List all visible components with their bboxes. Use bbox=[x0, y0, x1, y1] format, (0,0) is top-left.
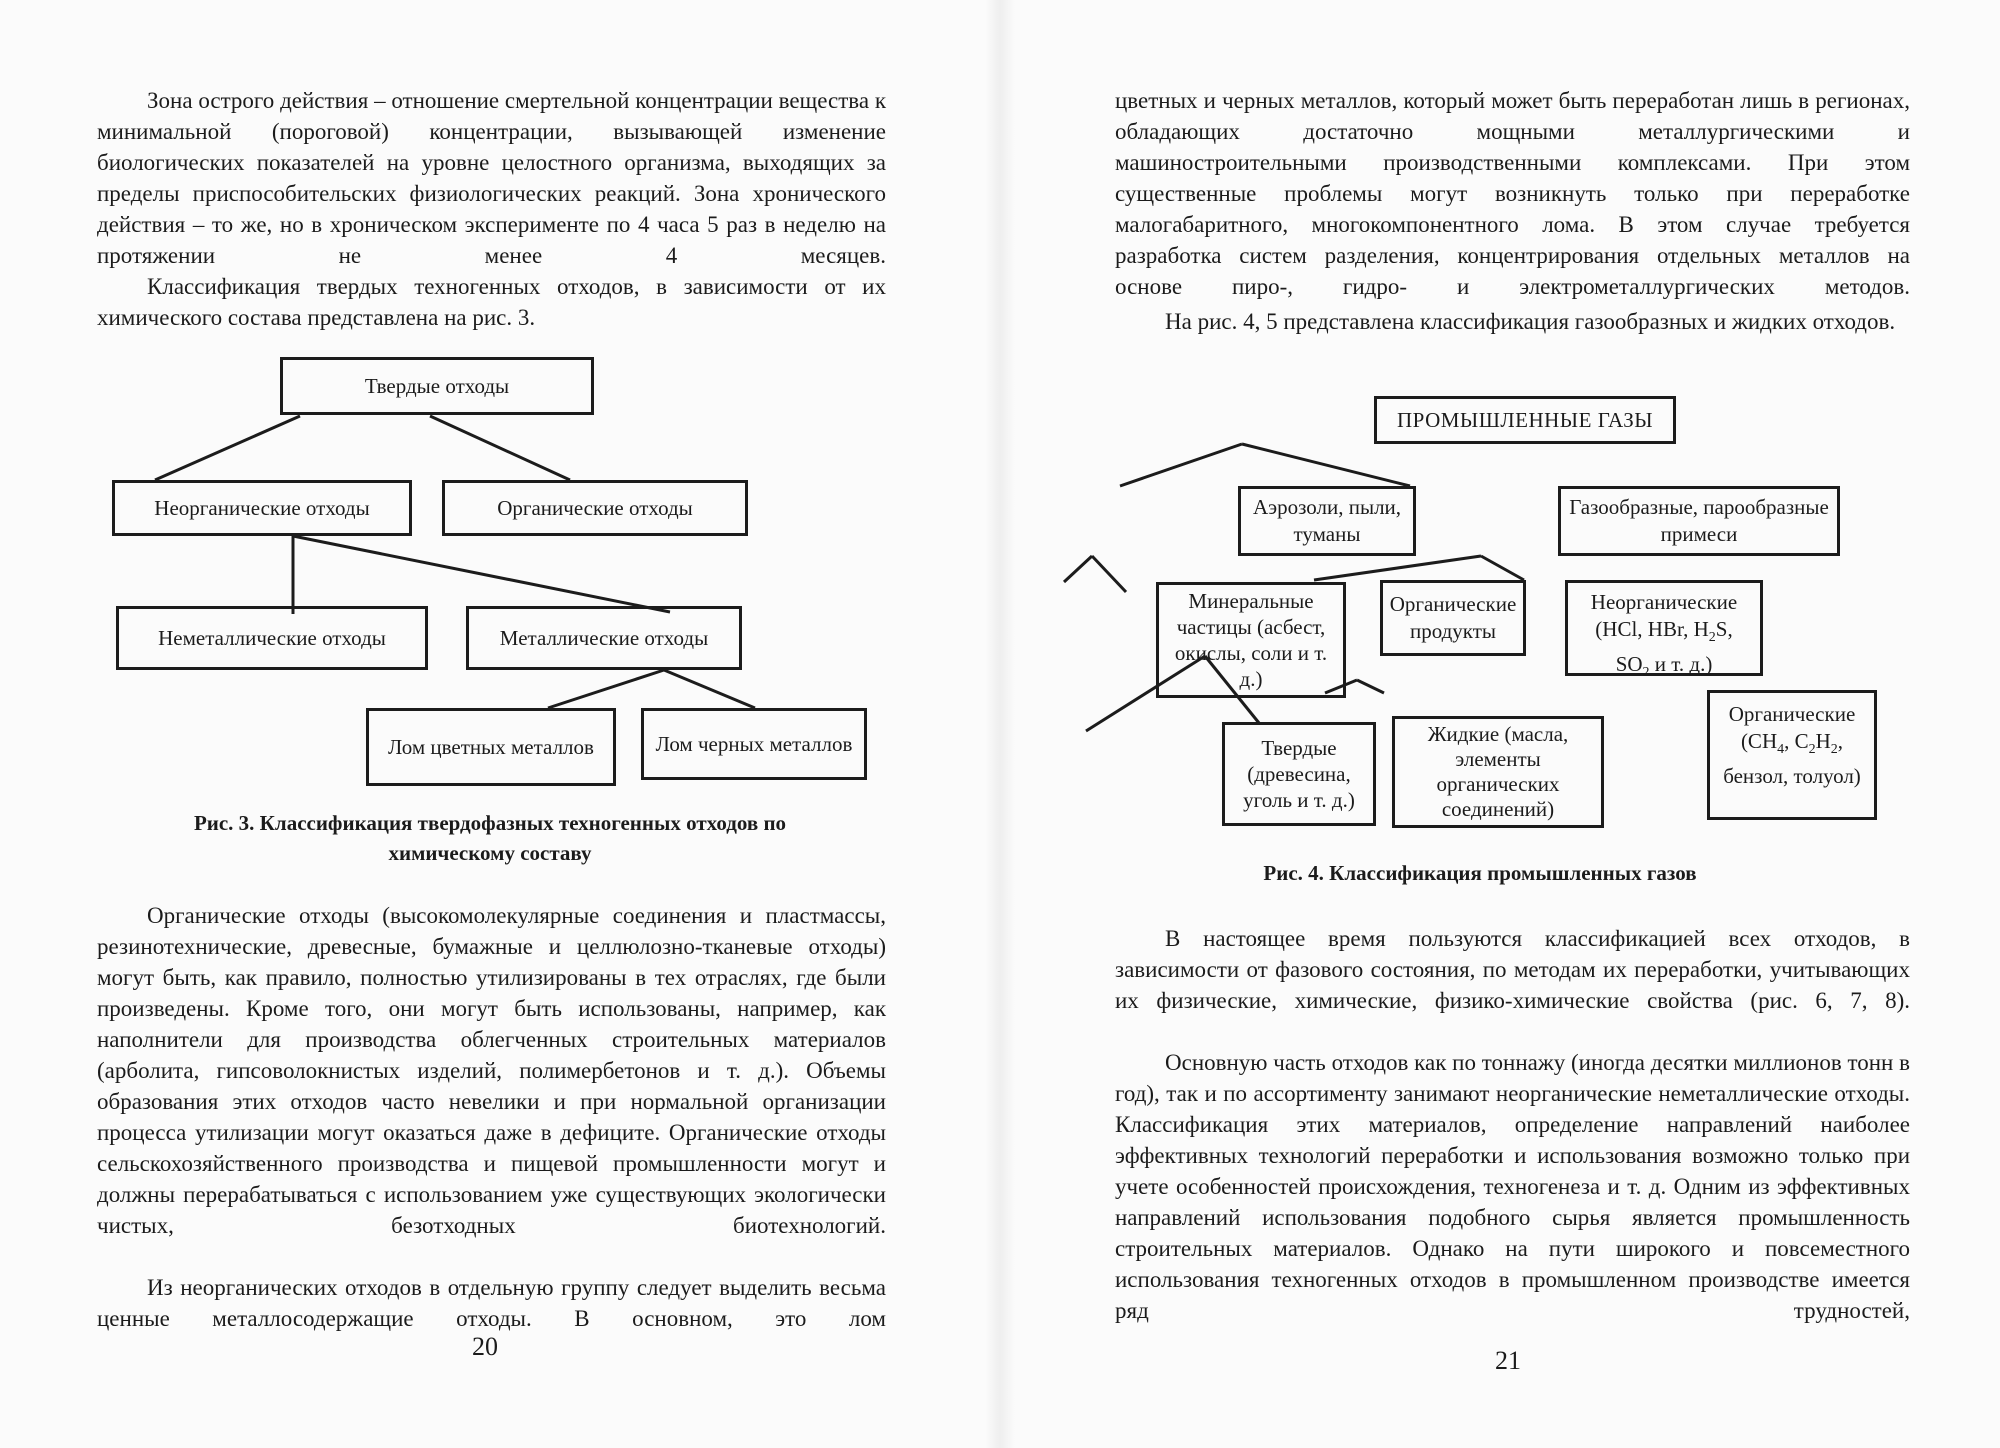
box-nonmetal-waste: Неметаллические отходы bbox=[116, 606, 428, 670]
organic-gases-label: Органические bbox=[1728, 702, 1856, 726]
box-liquid-products: Жидкие (масла, элементы органических соединений) bbox=[1392, 716, 1604, 828]
box-nonferrous-scrap: Лом цветных металлов bbox=[366, 708, 616, 786]
inorganic-gases-formula-line1: (HCl, HBr, $H_2S$, bbox=[1595, 617, 1733, 646]
box-organic-gases bbox=[1707, 690, 1877, 820]
organic-gases-formula: ($CH_4$, $C_2H_2$, bbox=[1740, 729, 1844, 758]
box-solid-products: Твердые (древесина, уголь и т. д.) bbox=[1222, 722, 1376, 826]
paragraph-classification: В настоящее время пользуются классификацией всех отходов, в зависимости от фазового состояния, по методам их переработки, учитывающих их физические, химические, физико-химические свойства (рис. 6, 7, 8). bbox=[1115, 926, 1910, 1013]
box-organic-products: Органические продукты bbox=[1380, 580, 1526, 656]
paragraph-metal-waste: Из неорганических отходов в отдельную группу следует выделить весьма ценные металлосодержащие отходы. В основном, это лом bbox=[97, 1275, 886, 1331]
inorganic-gases-label: Неорганические bbox=[1590, 590, 1738, 614]
box-solid-waste: Твердые отходы bbox=[280, 357, 594, 415]
figure-4-caption: Рис. 4. Классификация промышленных газов bbox=[1263, 861, 1697, 885]
box-metal-waste: Металлические отходы bbox=[466, 606, 742, 670]
box-organic-waste: Органические отходы bbox=[442, 480, 748, 536]
paragraph-inorganic-nonmetal: Основную часть отходов как по тоннажу (иногда десятки миллионов тонн в год), так и по ассортименту занимают неорганические неметаллические отходы. Классификация этих материалов, определение направлений наиболее эффективных технологий переработки и использования возможно только при учете особенностей происхождения, техногенеза и т. д. Одним из эффективных направлений использования подобного сырья является промышленность строительных материалов. Однако на пути широкого и повсеместного использования техногенных отходов в промышленном производстве имеется ряд трудностей, bbox=[1115, 1050, 1910, 1323]
paragraph-organic-waste: Органические отходы (высокомолекулярные соединения и пластмассы, резинотехнические, древесные, бумажные и целлюлозно-тканевые отходы) могут быть, как правило, полностью утилизированы в тех отраслях, где были произведены. Кроме того, они могут быть использованы, например, как наполнители для производства облегченных строительных материалов (арболита, гипсоволокнистых изделий, полимербетонов и т. д.). Объемы образования этих отходов часто невелики и при нормальной организации процесса утилизации могут оказаться даже в дефиците. Органические отходы сельскохозяйственного производства и пищевой промышленности могут и должны перерабатываться с использованием уже существующих экологически чистых, безотходных биотехнологий. bbox=[97, 903, 886, 1238]
page-number-right: 21 bbox=[1495, 1346, 1521, 1375]
box-gaseous-impurities: Газообразные, парообразные примеси bbox=[1558, 486, 1840, 556]
paragraph-fig45-intro: На рис. 4, 5 представлена классификация газообразных и жидких отходов. bbox=[1165, 309, 1896, 334]
box-ferrous-scrap: Лом черных металлов bbox=[641, 708, 867, 780]
page-number-left: 20 bbox=[472, 1332, 498, 1361]
box-mineral-particles: Минеральные частицы (асбест, окислы, соли и т. д.) bbox=[1156, 582, 1346, 698]
inorganic-gases-formula-line2: $SO_2$ и т. д.) bbox=[1615, 652, 1713, 681]
paragraph-fig3-intro: Классификация твердых техногенных отходов, в зависимости от их химического состава представлена на рис. 3. bbox=[97, 274, 886, 330]
box-industrial-gases: ПРОМЫШЛЕННЫЕ ГАЗЫ bbox=[1374, 396, 1676, 444]
box-aerosols: Аэрозоли, пыли, туманы bbox=[1238, 486, 1416, 556]
paragraph-metal-scrap-continued: цветных и черных металлов, который может быть переработан лишь в регионах, обладающих достаточно мощными металлургическими и машиностроительными производственными комплексами. При этом существенные проблемы могут возникнуть только при переработке малогабаритного, многокомпонентного лома. В этом случае требуется разработка систем разделения, концентрирования отдельных металлов на основе пиро-, гидро- и электрометаллургических методов. bbox=[1115, 88, 1910, 299]
right-page bbox=[1000, 0, 2000, 1448]
paragraph-toxic-zones: Зона острого действия – отношение смертельной концентрации вещества к минимальной (пороговой) концентрации, вызывающей изменение биологических показателей на уровне целостного организма, выходящих за пределы приспособительских физиологических реакций. Зона хронического действия – то же, но в хроническом эксперименте по 4 часа 5 раз в неделю на протяжении не менее 4 месяцев. bbox=[97, 88, 886, 268]
box-inorganic-waste: Неорганические отходы bbox=[112, 480, 412, 536]
figure-3-caption: Рис. 3. Классификация твердофазных техногенных отходов по химическому составу bbox=[193, 811, 787, 865]
box-inorganic-gases bbox=[1565, 580, 1763, 681]
organic-gases-examples: бензол, толуол) bbox=[1723, 764, 1861, 789]
